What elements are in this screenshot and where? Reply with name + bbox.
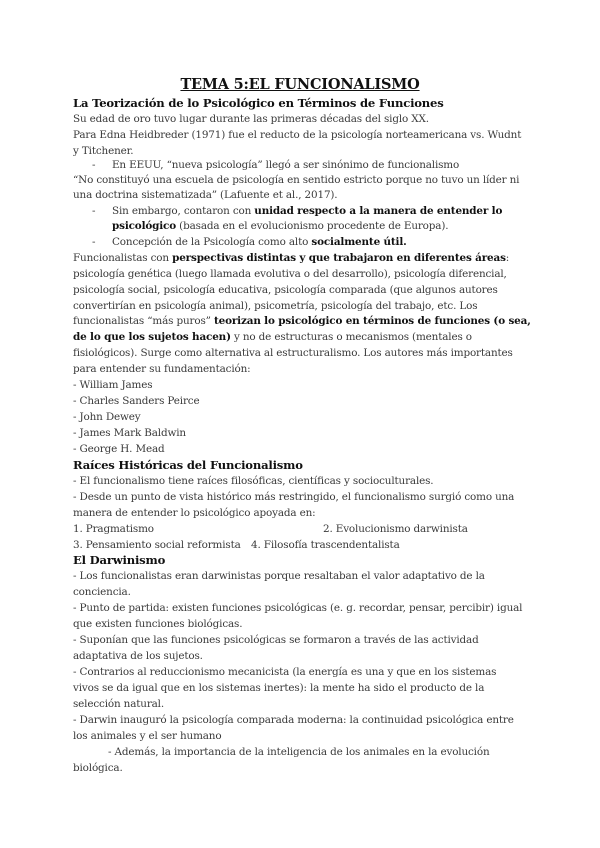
- text-line: biológica.: [73, 762, 123, 774]
- author-item: - John Dewey: [73, 411, 141, 423]
- root-item: 4. Filosofía trascendentalista: [251, 539, 400, 551]
- text-line: conciencia.: [73, 586, 131, 598]
- bold-span: teorizan lo psicológico en términos de funciones (o sea,: [213, 315, 531, 327]
- section-heading-raices: Raíces Históricas del Funcionalismo: [73, 458, 303, 472]
- text-span: Concepción de la Psicología como alto: [112, 236, 312, 248]
- bullet-item: [112, 234, 407, 250]
- text-line: - Punto de partida: existen funciones psicológicas (e. g. recordar, pensar, percibir) igual: [73, 602, 523, 614]
- text-line: convertirían en psicología animal), psicometría, psicología del trabajo, etc. Los: [73, 300, 478, 312]
- bold-span: psicológico: [112, 220, 177, 232]
- bold-span: socialmente útil.: [311, 236, 407, 248]
- text-line: psicología social, psicología educativa, psicología comparada (que algunos autores: [73, 284, 498, 296]
- bold-span: unidad respecto a la manera de entender lo: [254, 205, 503, 217]
- text-line: adaptativa de los sujetos.: [73, 650, 203, 662]
- page-title: TEMA 5:EL FUNCIONALISMO: [180, 76, 420, 93]
- text-line: [73, 250, 509, 266]
- text-line: que existen funciones biológicas.: [73, 618, 243, 630]
- text-span: :: [505, 252, 510, 264]
- text-line: Su edad de oro tuvo lugar durante las primeras décadas del siglo XX.: [73, 113, 429, 125]
- quote-line: una doctrina sistematizada” (Lafuente et al., 2017).: [73, 189, 338, 201]
- text-line: - Desde un punto de vista histórico más restringido, el funcionalismo surgió como una: [73, 491, 515, 503]
- bullet-item: En EEUU, “nueva psicología” llegó a ser sinónimo de funcionalismo: [112, 159, 460, 171]
- section-heading-teorizacion: La Teorización de lo Psicológico en Términos de Funciones: [73, 96, 444, 110]
- quote-line: “No constituyó una escuela de psicología en sentido estricto porque no tuvo un líder ni: [73, 174, 520, 186]
- text-span: funcionalistas “más puros”: [73, 315, 214, 327]
- text-line: para entender su fundamentación:: [73, 363, 251, 375]
- text-line: psicología genética (luego llamada evolutiva o del desarrollo), psicología diferencial,: [73, 268, 507, 280]
- roots-row: [73, 537, 400, 553]
- bullet-item: [112, 203, 502, 219]
- text-line: - Los funcionalistas eran darwinistas porque resaltaban el valor adaptativo de la: [73, 570, 485, 582]
- text-line: Para Edna Heidbreder (1971) fue el reducto de la psicología norteamericana vs. Wudnt: [73, 129, 522, 141]
- text-line: - Contrarios al reduccionismo mecanicista (la energía es una y que en los sistemas: [73, 666, 497, 678]
- text-line: fisiológicos). Surge como alternativa al estructuralismo. Los autores más importantes: [73, 347, 513, 359]
- root-item: 2. Evolucionismo darwinista: [323, 523, 468, 535]
- text-line: [73, 329, 472, 345]
- text-line: - El funcionalismo tiene raíces filosóficas, científicas y socioculturales.: [73, 475, 434, 487]
- text-span: Sin embargo, contaron con: [112, 205, 255, 217]
- root-item: 1. Pragmatismo: [73, 523, 154, 535]
- bold-span: perspectivas distintas y que trabajaron en diferentes áreas: [172, 252, 506, 264]
- text-line: y Titchener.: [73, 145, 134, 157]
- text-line: los animales y el ser humano: [73, 730, 222, 742]
- text-line: [73, 313, 531, 329]
- bullet-continuation: [112, 218, 448, 234]
- text-line: selección natural.: [73, 698, 165, 710]
- text-line: vivos se da igual que en los sistemas inertes): la mente ha sido el producto de la: [73, 682, 485, 694]
- roots-row: [73, 521, 468, 537]
- bullet-dash: -: [92, 159, 96, 171]
- text-line: - Además, la importancia de la inteligencia de los animales en la evolución: [108, 746, 490, 758]
- author-item: - George H. Mead: [73, 443, 165, 455]
- bullet-dash: -: [92, 205, 96, 217]
- text-span: Funcionalistas con: [73, 252, 173, 264]
- author-item: - Charles Sanders Peirce: [73, 395, 200, 407]
- section-heading-darwinismo: El Darwinismo: [73, 553, 166, 567]
- text-span: (basada en el evolucionismo procedente de Europa).: [176, 220, 449, 232]
- text-line: - Suponían que las funciones psicológicas se formaron a través de las actividad: [73, 634, 479, 646]
- bullet-dash: -: [92, 236, 96, 248]
- text-line: manera de entender lo psicológico apoyada en:: [73, 507, 316, 519]
- bold-span: de lo que los sujetos hacen): [73, 331, 231, 343]
- root-item: 3. Pensamiento social reformista: [73, 539, 241, 551]
- text-span: y no de estructuras o mecanismos (mentales o: [230, 331, 472, 343]
- author-item: - William James: [73, 379, 153, 391]
- text-line: - Darwin inauguró la psicología comparada moderna: la continuidad psicológica entre: [73, 714, 514, 726]
- author-item: - James Mark Baldwin: [73, 427, 186, 439]
